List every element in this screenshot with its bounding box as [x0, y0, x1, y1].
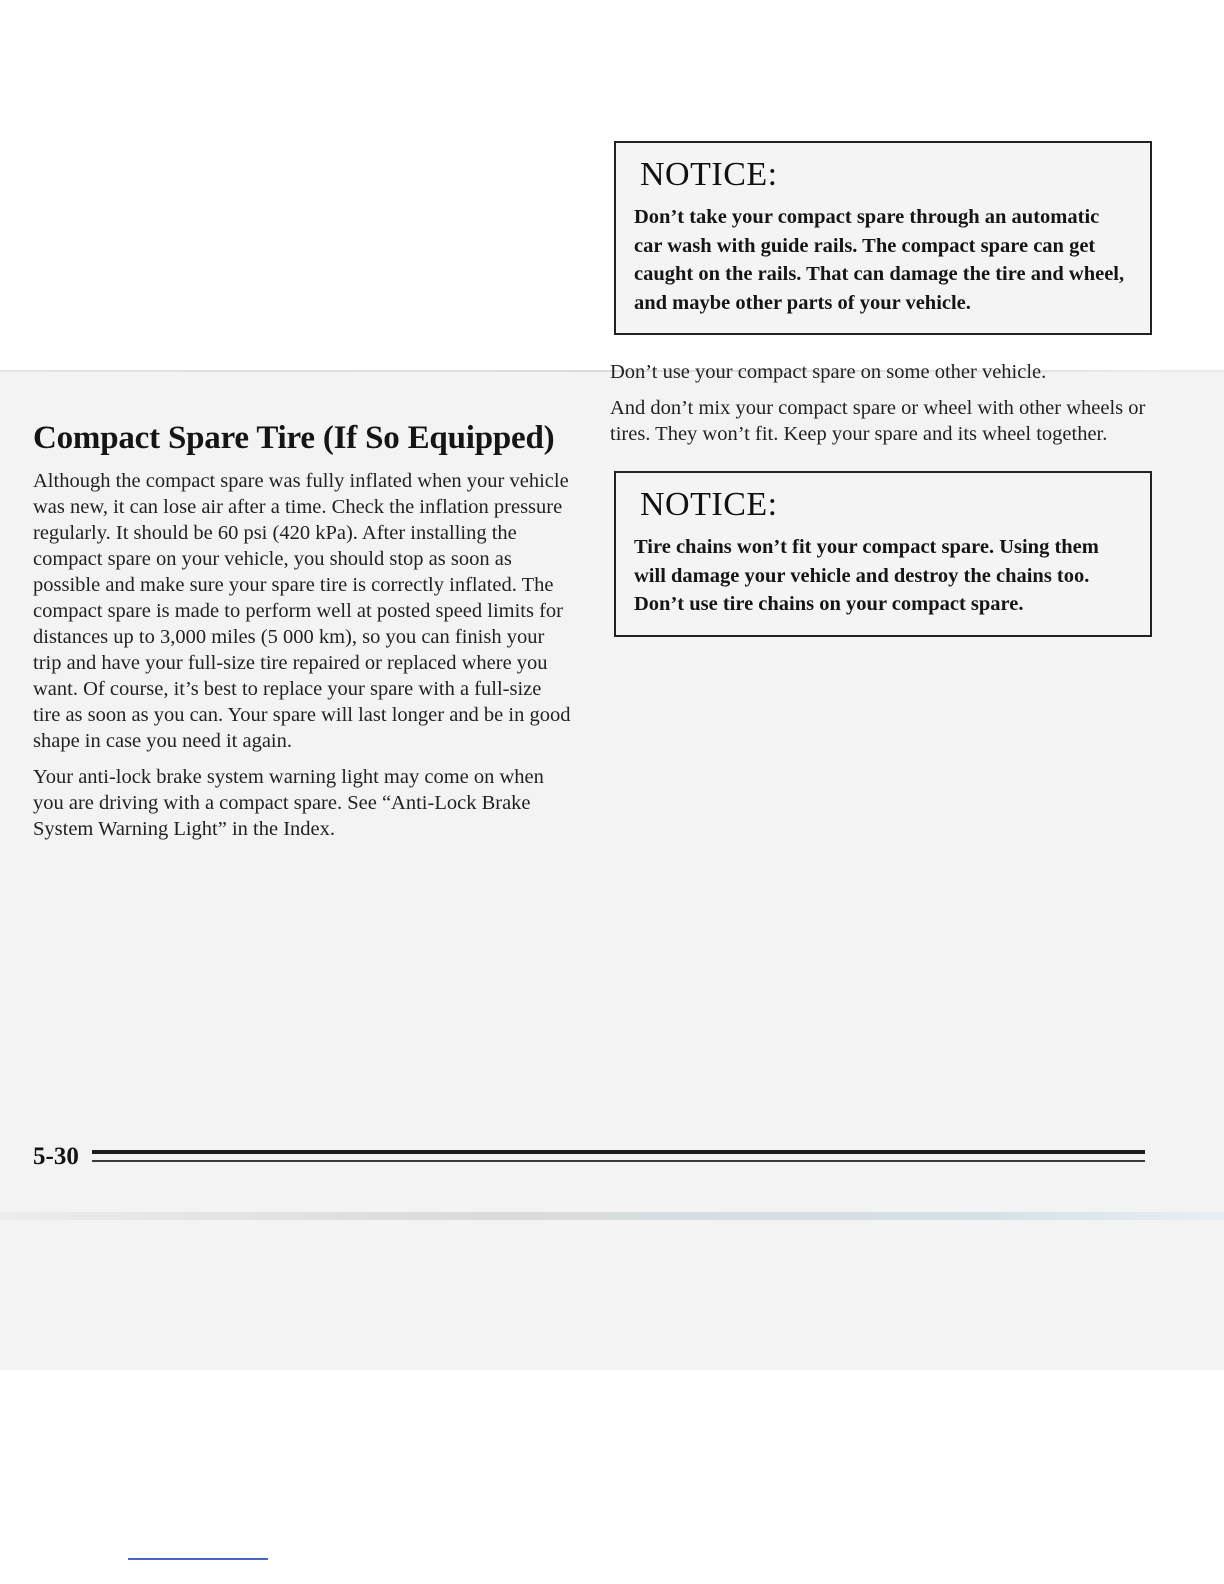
page-number: 5-30 [33, 1143, 79, 1170]
abs-warning-paragraph: Your anti-lock brake system warning light may come on when you are driving with a compact spare. See “Anti-Lock Brake System Warning Light” in the Index. [33, 766, 544, 840]
notice-heading: NOTICE: [640, 156, 778, 193]
left-column [33, 418, 573, 852]
other-vehicle-paragraph: Don’t use your compact spare on some other vehicle. [610, 361, 1047, 383]
footer-rule-thin [92, 1160, 1145, 1162]
spare-inflation-paragraph: Although the compact spare was fully inflated when your vehicle was new, it can lose air after a time. Check the inflation pressure regularly. It should be 60 psi (420 kPa). After installing the compact spare on your vehicle, you should stop as soon as possible and make sure your spare tire is correctly inflated. The compact spare is made to perform well at posted speed limits for distances up to 3,000 miles (5 000 km), so you can finish your trip and have your full-size tire repaired or replaced where you want. Of course, it’s best to replace your spare with a full-size tire as soon as you can. Your spare will last longer and be in good shape in case you need it again. [33, 470, 571, 752]
car-wash-notice-text: Don’t take your compact spare through an automatic car wash with guide rails. The compact spare can get caught on the rails. That can damage the tire and wheel, and maybe other parts of your vehicle. [634, 206, 1125, 314]
right-column [610, 156, 1159, 637]
tire-chains-notice-box [614, 471, 1152, 637]
tire-chains-notice-text: Tire chains won’t fit your compact spare. Using them will damage your vehicle and destroy the chains too. Don’t use tire chains on your compact spare. [634, 536, 1099, 615]
mix-wheels-paragraph: And don’t mix your compact spare or wheel with other wheels or tires. They won’t fit. Keep your spare and its wheel together. [610, 397, 1146, 445]
notice-heading: NOTICE: [640, 486, 778, 523]
bottom-mark-line [128, 1558, 268, 1560]
section-title: Compact Spare Tire (If So Equipped) [33, 420, 555, 456]
car-wash-notice-box [614, 141, 1152, 335]
footer-rule-thick [92, 1150, 1145, 1154]
scan-bottom-edge [0, 1212, 1224, 1220]
